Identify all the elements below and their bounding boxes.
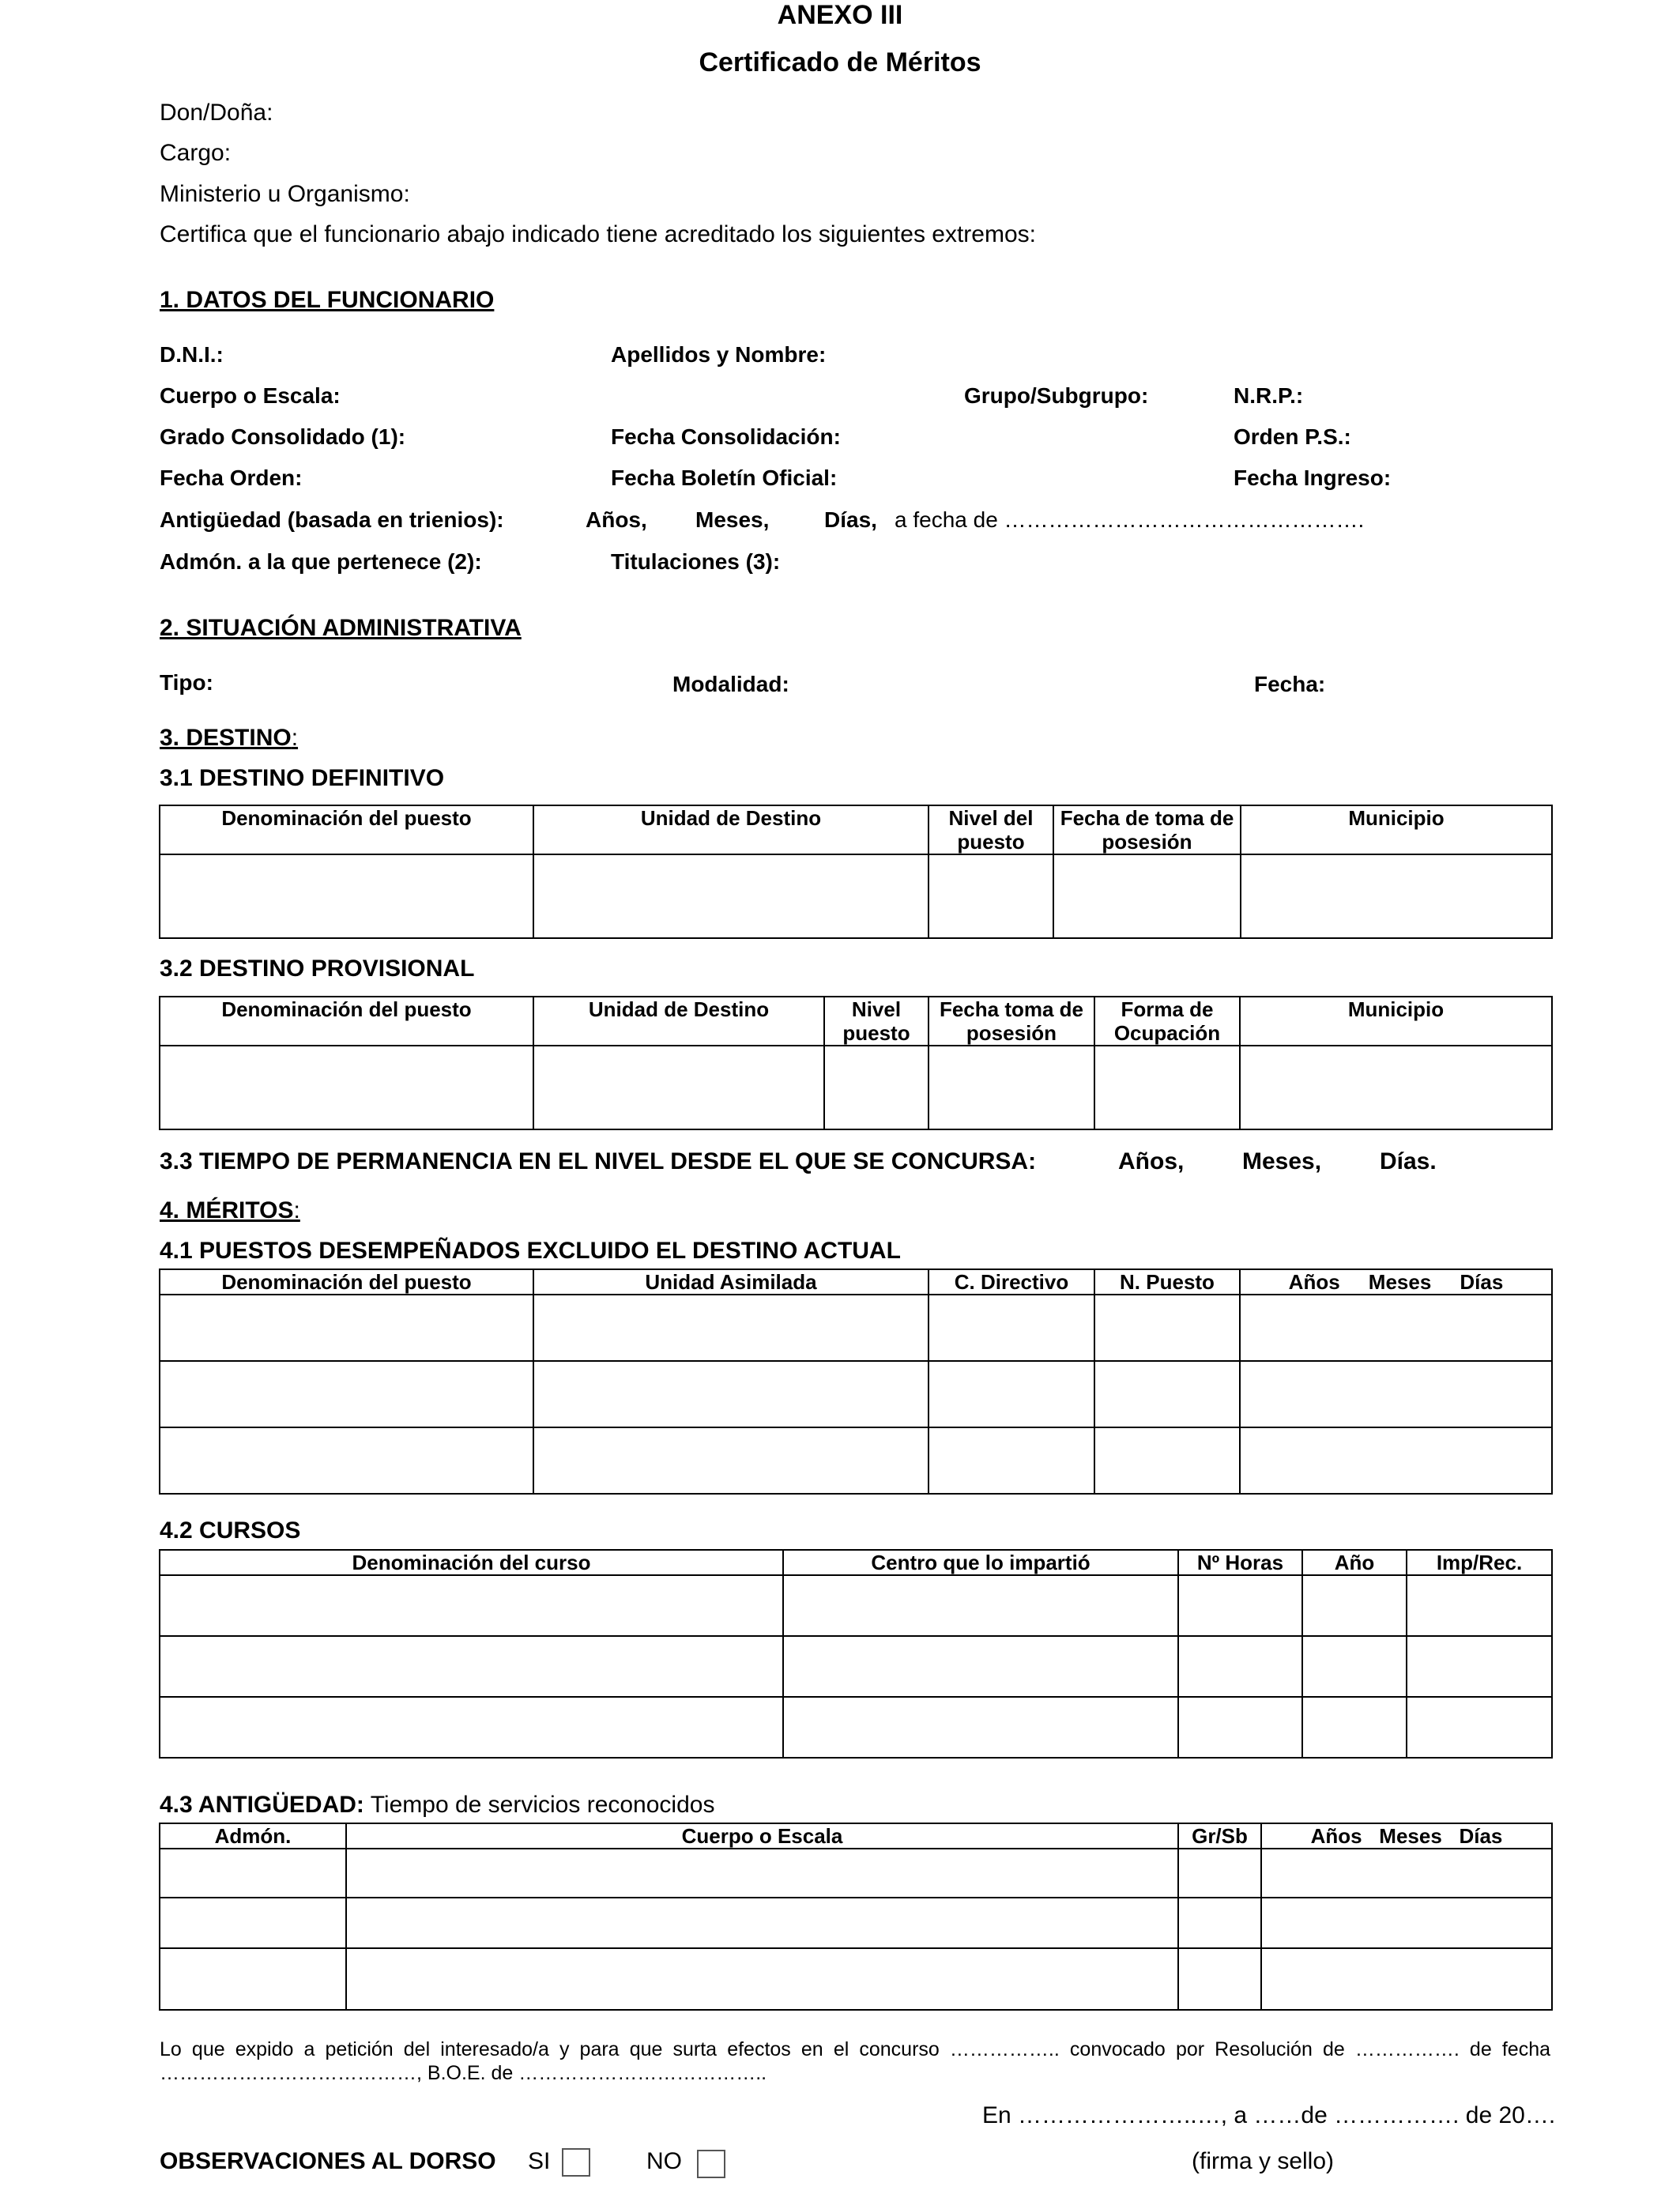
grupo-label: Grupo/Subgrupo: <box>964 383 1149 408</box>
titulaciones-label: Titulaciones (3): <box>611 549 781 574</box>
column-header: Unidad de Destino <box>533 805 929 854</box>
permanencia-dias: Días. <box>1380 1148 1437 1174</box>
table-cell[interactable] <box>1240 1295 1552 1361</box>
column-header: Fecha de toma de posesión <box>1053 805 1241 854</box>
orden-ps-label: Orden P.S.: <box>1234 424 1351 449</box>
table-cell[interactable] <box>1407 1636 1552 1697</box>
table-cell[interactable] <box>160 1849 346 1898</box>
column-header: Denominación del puesto <box>160 805 533 854</box>
section-4-colon: : <box>293 1197 300 1223</box>
table-cell[interactable] <box>160 1575 783 1636</box>
table-row <box>160 1046 1552 1129</box>
table-cell[interactable] <box>1178 1575 1302 1636</box>
section-1-heading: 1. DATOS DEL FUNCIONARIO <box>160 287 495 313</box>
si-checkbox[interactable] <box>562 2148 590 2177</box>
antiguedad-fecha: a fecha de …………………………………………. <box>895 507 1365 532</box>
grado-label: Grado Consolidado (1): <box>160 424 406 449</box>
table-cell[interactable] <box>1178 1948 1261 2010</box>
section-4-heading <box>160 1197 300 1224</box>
modalidad-label: Modalidad: <box>672 672 789 696</box>
antiguedad-label: Antigüedad (basada en trienios): <box>160 507 504 532</box>
table-row <box>160 1636 1552 1697</box>
don-dona-label: Don/Doña: <box>160 100 273 126</box>
destino-provisional-title: 3.2 DESTINO PROVISIONAL <box>160 956 475 982</box>
no-label: NO <box>646 2148 682 2174</box>
section-3-colon: : <box>291 725 299 751</box>
column-header: Unidad Asimilada <box>533 1269 929 1295</box>
table-cell[interactable] <box>1302 1636 1407 1697</box>
column-header: Denominación del puesto <box>160 997 533 1046</box>
column-header: Fecha toma de posesión <box>929 997 1094 1046</box>
column-header: Denominación del curso <box>160 1550 783 1575</box>
table-cell[interactable] <box>824 1046 929 1129</box>
column-header: N. Puesto <box>1094 1269 1240 1295</box>
column-header: Años Meses Días <box>1261 1823 1552 1849</box>
column-header: Gr/Sb <box>1178 1823 1261 1849</box>
apellidos-label: Apellidos y Nombre: <box>611 342 827 367</box>
column-header: Año <box>1302 1550 1407 1575</box>
table-cell[interactable] <box>533 1361 929 1427</box>
table-cell[interactable] <box>783 1636 1178 1697</box>
table-cell[interactable] <box>1240 1361 1552 1427</box>
column-header: Cuerpo o Escala <box>346 1823 1178 1849</box>
admon-label: Admón. a la que pertenece (2): <box>160 549 482 574</box>
antiguedad-dias: Días, <box>824 507 877 532</box>
column-header: Nivel del puesto <box>929 805 1053 854</box>
table-cell[interactable] <box>1302 1697 1407 1758</box>
section-3-title: 3. DESTINO <box>160 725 292 751</box>
table-cell[interactable] <box>533 1427 929 1494</box>
annex-label: ANEXO III <box>777 0 903 30</box>
section-3-heading <box>160 725 298 752</box>
cursos-table <box>159 1549 1553 1759</box>
table-cell[interactable] <box>1178 1697 1302 1758</box>
column-header: C. Directivo <box>929 1269 1094 1295</box>
table-cell[interactable] <box>346 1898 1178 1948</box>
cargo-label: Cargo: <box>160 140 232 166</box>
lugar-fecha: En …………………..…, a ……de ……………. de 20…. <box>982 2102 1556 2128</box>
table-cell[interactable] <box>1094 1295 1240 1361</box>
table-cell[interactable] <box>160 854 533 938</box>
no-checkbox[interactable] <box>697 2150 725 2178</box>
table-row <box>160 1295 1552 1361</box>
table-row <box>160 1427 1552 1494</box>
cuerpo-label: Cuerpo o Escala: <box>160 383 341 408</box>
nrp-label: N.R.P.: <box>1234 383 1304 408</box>
table-cell[interactable] <box>160 1948 346 2010</box>
firma-label: (firma y sello) <box>1192 2148 1335 2174</box>
table-row <box>160 1697 1552 1758</box>
fecha-consolidacion-label: Fecha Consolidación: <box>611 424 841 449</box>
table-cell[interactable] <box>929 854 1053 938</box>
column-header: Forma de Ocupación <box>1094 997 1240 1046</box>
page-title: Certificado de Méritos <box>699 47 981 77</box>
table-cell[interactable] <box>1407 1575 1552 1636</box>
tipo-label: Tipo: <box>160 670 213 695</box>
table-cell[interactable] <box>1094 1046 1240 1129</box>
column-header: Admón. <box>160 1823 346 1849</box>
column-header: Unidad de Destino <box>533 997 824 1046</box>
table-cell[interactable] <box>160 1898 346 1948</box>
certifica-text: Certifica que el funcionario abajo indicado tiene acreditado los siguientes extremos: <box>160 221 1036 247</box>
column-header: Imp/Rec. <box>1407 1550 1552 1575</box>
ministerio-label: Ministerio u Organismo: <box>160 181 410 207</box>
fecha-ingreso-label: Fecha Ingreso: <box>1234 466 1392 490</box>
fecha-boletin-label: Fecha Boletín Oficial: <box>611 466 838 490</box>
destino-provisional-table <box>159 996 1553 1130</box>
table-cell[interactable] <box>783 1697 1178 1758</box>
column-header: Centro que lo impartió <box>783 1550 1178 1575</box>
antiguedad-meses: Meses, <box>695 507 770 532</box>
table-cell[interactable] <box>533 1295 929 1361</box>
table-cell[interactable] <box>346 1849 1178 1898</box>
puestos-title: 4.1 PUESTOS DESEMPEÑADOS EXCLUIDO EL DESTINO ACTUAL <box>160 1238 901 1264</box>
table-cell[interactable] <box>1302 1575 1407 1636</box>
permanencia-anos: Años, <box>1118 1148 1185 1174</box>
table-cell[interactable] <box>1261 1849 1552 1898</box>
table-cell[interactable] <box>929 1046 1094 1129</box>
table-cell[interactable] <box>533 854 929 938</box>
table-cell[interactable] <box>160 1636 783 1697</box>
si-label: SI <box>528 2148 551 2174</box>
table-cell[interactable] <box>160 1361 533 1427</box>
puestos-table <box>159 1269 1553 1495</box>
table-row <box>160 854 1552 938</box>
table-cell[interactable] <box>1240 1046 1552 1129</box>
table-cell[interactable] <box>1094 1427 1240 1494</box>
dni-label: D.N.I.: <box>160 342 224 367</box>
table-row <box>160 1361 1552 1427</box>
column-header: Municipio <box>1240 997 1552 1046</box>
table-cell[interactable] <box>1053 854 1241 938</box>
permanencia-label: 3.3 TIEMPO DE PERMANENCIA EN EL NIVEL DESDE EL QUE SE CONCURSA: <box>160 1148 1037 1174</box>
permanencia-meses: Meses, <box>1242 1148 1322 1174</box>
column-header: Nivel puesto <box>824 997 929 1046</box>
antiguedad-title-bold: 4.3 ANTIGÜEDAD: <box>160 1792 364 1818</box>
section-2-heading: 2. SITUACIÓN ADMINISTRATIVA <box>160 615 522 641</box>
column-header: Municipio <box>1241 805 1552 854</box>
expido-paragraph: Lo que expido a petición del interesado/a y para que surta efectos en el concurso …………….. convocado por Resolución de ……………. de fecha …………………………………, B.O.E. de ……………………………….. <box>160 2038 1550 2084</box>
destino-definitivo-title: 3.1 DESTINO DEFINITIVO <box>160 765 445 791</box>
table-cell[interactable] <box>1178 1636 1302 1697</box>
antiguedad-table <box>159 1823 1553 2011</box>
column-header: Denominación del puesto <box>160 1269 533 1295</box>
section-4-title: 4. MÉRITOS <box>160 1197 294 1223</box>
table-row <box>160 1575 1552 1636</box>
antiguedad-anos: Años, <box>586 507 647 532</box>
table-cell[interactable] <box>1261 1898 1552 1948</box>
table-cell[interactable] <box>160 1046 533 1129</box>
table-cell[interactable] <box>1407 1697 1552 1758</box>
table-cell[interactable] <box>1178 1898 1261 1948</box>
table-cell[interactable] <box>1094 1361 1240 1427</box>
table-cell[interactable] <box>1261 1948 1552 2010</box>
table-cell[interactable] <box>160 1427 533 1494</box>
table-cell[interactable] <box>929 1295 1094 1361</box>
table-cell[interactable] <box>929 1361 1094 1427</box>
cursos-title: 4.2 CURSOS <box>160 1517 301 1544</box>
observaciones-label: OBSERVACIONES AL DORSO <box>160 2148 496 2174</box>
fecha-label: Fecha: <box>1254 672 1326 696</box>
antiguedad-section-title <box>160 1792 714 1819</box>
table-cell[interactable] <box>1241 854 1552 938</box>
table-cell[interactable] <box>160 1295 533 1361</box>
table-row <box>160 1898 1552 1948</box>
table-row <box>160 1849 1552 1898</box>
table-row <box>160 1948 1552 2010</box>
table-cell[interactable] <box>783 1575 1178 1636</box>
table-cell[interactable] <box>160 1697 783 1758</box>
destino-definitivo-table <box>159 805 1553 939</box>
antiguedad-title-rest: Tiempo de servicios reconocidos <box>363 1792 715 1818</box>
table-cell[interactable] <box>1240 1427 1552 1494</box>
table-cell[interactable] <box>346 1948 1178 2010</box>
fecha-orden-label: Fecha Orden: <box>160 466 303 490</box>
table-cell[interactable] <box>929 1427 1094 1494</box>
table-cell[interactable] <box>1178 1849 1261 1898</box>
table-cell[interactable] <box>533 1046 824 1129</box>
column-header: Nº Horas <box>1178 1550 1302 1575</box>
column-header: Años Meses Días <box>1240 1269 1552 1295</box>
